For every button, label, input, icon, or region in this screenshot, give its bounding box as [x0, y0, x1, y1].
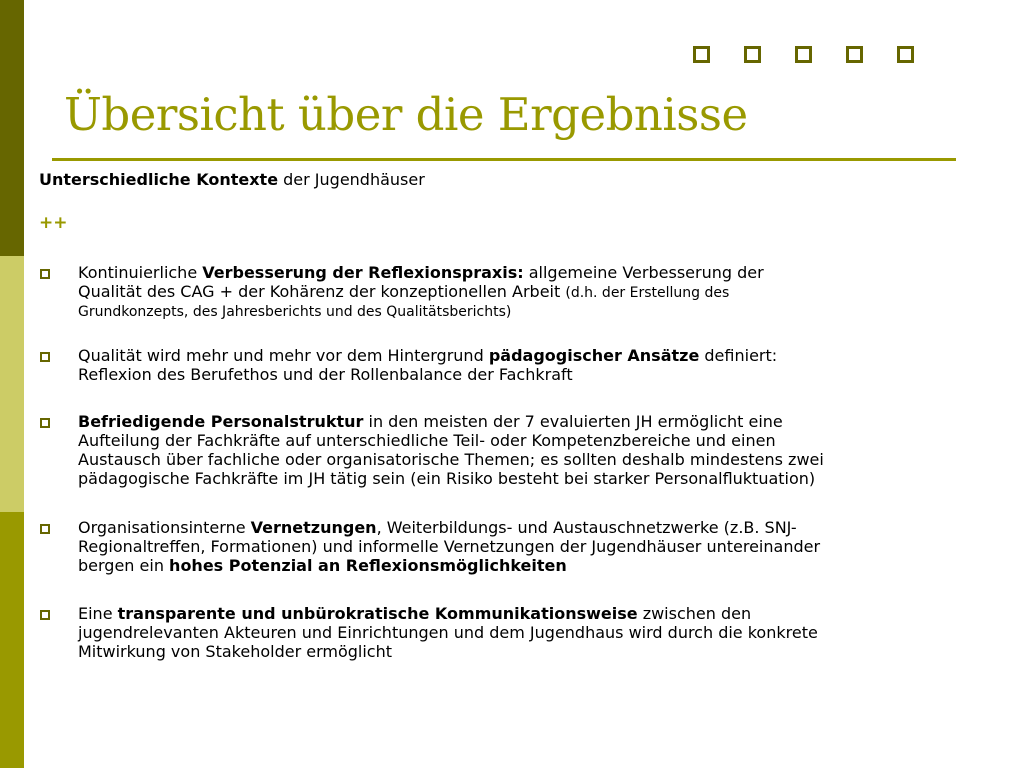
text-run: allgemeine Verbesserung der: [523, 263, 764, 282]
bold-run: pädagogischer Ansätze: [488, 346, 700, 365]
square-bullet-icon: [40, 418, 50, 428]
sidebar-segment-mid: [0, 512, 24, 768]
sidebar-segment-dark: [0, 0, 24, 256]
text-run: zwischen den: [637, 604, 752, 623]
bullet-line: Austausch über fachliche oder organisatorische Themen; es sollten deshalb mindestens zwei: [78, 450, 824, 469]
text-run: in den meisten der 7 evaluierten JH ermöglicht eine: [363, 412, 783, 431]
text-run: Eine: [78, 604, 118, 623]
sidebar-color-bar: [0, 0, 24, 768]
bullet-line: [78, 412, 1019, 431]
bullet-line: [78, 556, 1019, 575]
bullet-line: Aufteilung der Fachkräfte auf unterschiedliche Teil- oder Kompetenzbereiche und einen: [78, 431, 776, 450]
text-run: Organisationsinterne: [78, 518, 251, 537]
bullet-line: pädagogische Fachkräfte im JH tätig sein (ein Risiko besteht bei starker Personalfluktuation): [78, 469, 816, 488]
text-run: definiert:: [699, 346, 778, 365]
square-bullet-icon: [40, 610, 50, 620]
text-run: , Weiterbildungs- und Austauschnetzwerke (z.B. SNJ-: [376, 518, 797, 537]
subheading-bold: Unterschiedliche Kontexte: [39, 170, 279, 189]
subheading-rest: der Jugendhäuser: [278, 170, 425, 189]
page-title: Übersicht über die Ergebnisse: [64, 88, 748, 141]
bullet-item: [39, 604, 1019, 661]
sidebar-segment-light: [0, 256, 24, 512]
bullet-line: jugendrelevanten Akteuren und Einrichtungen und dem Jugendhaus wird durch die konkrete: [78, 623, 818, 642]
bold-run: Vernetzungen: [250, 518, 377, 537]
title-underline: [52, 158, 956, 161]
bullet-text: [78, 604, 1019, 661]
square-icon: [744, 46, 761, 63]
bullet-text: [78, 263, 1019, 322]
bullet-line: Grundkonzepts, des Jahresberichts und des Qualitätsberichts): [78, 304, 512, 320]
bullet-line: [78, 604, 1019, 623]
square-icon: [897, 46, 914, 63]
decorative-squares: [693, 46, 914, 63]
small-run: (d.h. der Erstellung des: [565, 285, 730, 301]
square-icon: [693, 46, 710, 63]
bullet-text: [78, 518, 1019, 575]
plus-plus-marker: ++: [39, 213, 68, 233]
text-run: Kontinuierliche: [78, 263, 203, 282]
square-icon: [846, 46, 863, 63]
bold-run: transparente und unbürokratische Kommunikationsweise: [117, 604, 638, 623]
text-run: Qualität des CAG + der Kohärenz der konzeptionellen Arbeit: [78, 282, 566, 301]
bullet-line: [78, 263, 1019, 282]
square-bullet-icon: [40, 352, 50, 362]
subheading: [39, 170, 425, 189]
square-icon: [795, 46, 812, 63]
square-bullet-icon: [40, 524, 50, 534]
bullet-item: [39, 518, 1019, 575]
bullet-text: [78, 412, 1019, 488]
text-run: bergen ein: [78, 556, 170, 575]
bold-run: Befriedigende Personalstruktur: [78, 412, 364, 431]
bullet-line: [78, 346, 1019, 365]
bullet-text: [78, 346, 1019, 384]
bullet-item: [39, 412, 1019, 488]
bold-run: Verbesserung der Reflexionspraxis:: [202, 263, 524, 282]
bullet-line: Regionaltreffen, Formationen) und informelle Vernetzungen der Jugendhäuser untereinander: [78, 537, 821, 556]
bold-run: hohes Potenzial an Reflexionsmöglichkeiten: [169, 556, 567, 575]
bullet-line: Mitwirkung von Stakeholder ermöglicht: [78, 642, 392, 661]
bullet-line: [78, 282, 1019, 303]
text-run: Qualität wird mehr und mehr vor dem Hintergrund: [78, 346, 489, 365]
square-bullet-icon: [40, 269, 50, 279]
bullet-item: [39, 346, 1019, 384]
bullet-line: Reflexion des Berufethos und der Rollenbalance der Fachkraft: [78, 365, 573, 384]
bullet-item: [39, 263, 1019, 322]
bullet-line: [78, 518, 1019, 537]
